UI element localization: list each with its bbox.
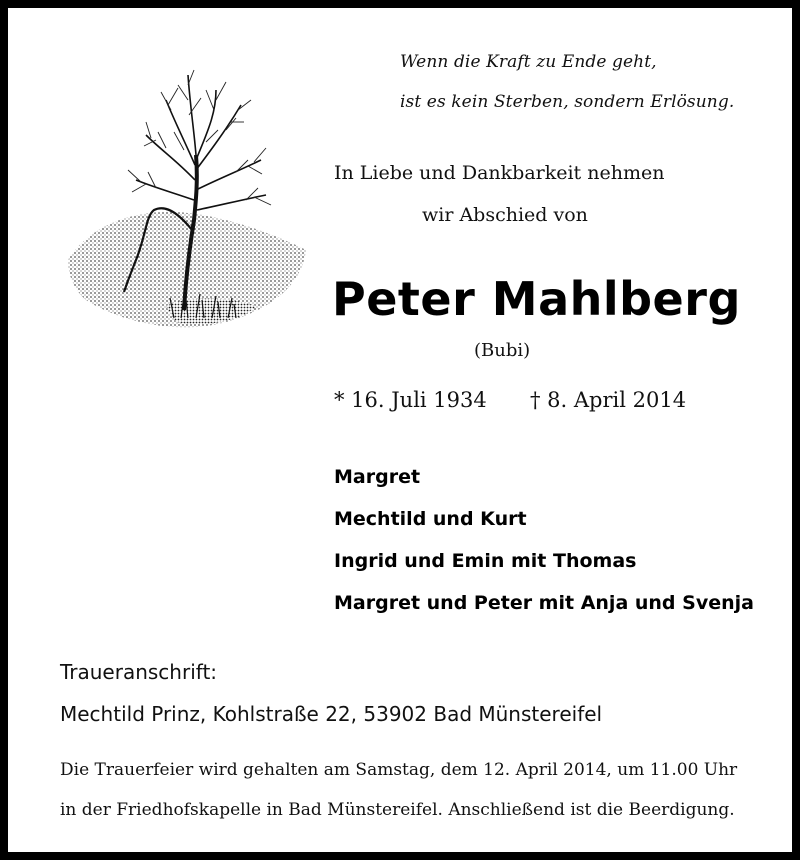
quote-line-1: Wenn die Kraft zu Ende geht, <box>400 52 657 72</box>
bare-tree-icon <box>66 60 312 346</box>
birth-date: * 16. Juli 1934 <box>334 388 487 412</box>
mourner-3: Ingrid und Emin mit Thomas <box>334 550 637 572</box>
address-value: Mechtild Prinz, Kohlstraße 22, 53902 Bad Münstereifel <box>60 702 603 726</box>
deceased-nickname: (Bubi) <box>474 340 531 361</box>
mourner-1: Margret <box>334 466 421 488</box>
deceased-name: Peter Mahlberg <box>332 272 741 326</box>
intro-line-1: In Liebe und Dankbarkeit nehmen <box>334 162 665 184</box>
quote-line-2: ist es kein Sterben, sondern Erlösung. <box>400 92 735 112</box>
mourner-4: Margret und Peter mit Anja und Svenja <box>334 592 754 614</box>
service-line-2: in der Friedhofskapelle in Bad Münstereifel. Anschließend ist die Beerdigung. <box>60 800 735 820</box>
mourner-2: Mechtild und Kurt <box>334 508 527 530</box>
address-label: Traueranschrift: <box>60 660 218 684</box>
service-line-1: Die Trauerfeier wird gehalten am Samstag, dem 12. April 2014, um 11.00 Uhr <box>60 760 738 780</box>
intro-line-2: wir Abschied von <box>422 204 588 226</box>
death-date: † 8. April 2014 <box>530 388 687 412</box>
